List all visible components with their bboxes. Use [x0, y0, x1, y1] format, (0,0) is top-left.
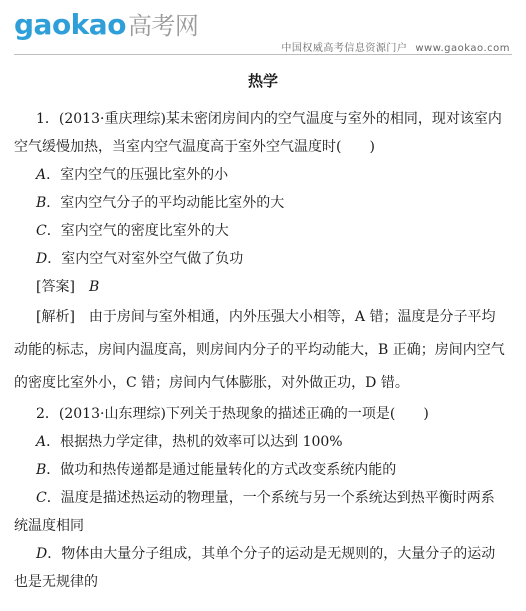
logo-latin-text: gaokao: [14, 8, 126, 41]
gaokao-logo[interactable]: [14, 6, 198, 41]
q2-option-c-continued: 统温度相同: [14, 518, 84, 534]
option-text: ．室内空气分子的平均动能比室外的大: [46, 195, 285, 211]
section-title: 热学: [247, 72, 278, 90]
logo-cjk-text: 高考网: [127, 12, 199, 40]
option-text: ．室内空气的密度比室外的大: [46, 223, 229, 239]
q1-answer: [14, 273, 512, 301]
q1-option-b: [14, 189, 512, 217]
option-letter: B: [36, 195, 47, 211]
option-letter: C: [36, 490, 47, 506]
q1-explain-line1: [解析] 由于房间与室外相通，内外压强大小相等，A 错；温度是分子平均: [36, 309, 496, 325]
option-letter: D: [36, 251, 48, 267]
option-text: ．温度是描述热运动的物理量，一个系统与另一个系统达到热平衡时两系: [46, 490, 495, 506]
document-body: [14, 70, 512, 596]
option-text: ．根据热力学定律，热机的效率可以达到 100%: [46, 434, 343, 450]
site-url[interactable]: www.gaokao.com: [415, 43, 510, 54]
option-letter: D: [36, 546, 48, 562]
tagline-text: 中国权威高考信息资源门户: [281, 43, 408, 54]
page-header: [0, 0, 526, 58]
q2-option-d: [14, 540, 512, 568]
q2-option-a: [14, 428, 512, 456]
answer-label: [答案]: [36, 279, 75, 295]
option-letter: C: [36, 223, 47, 239]
option-letter: B: [36, 462, 47, 478]
option-text: ．室内空气的压强比室外的小: [46, 167, 229, 183]
q1-option-c: [14, 217, 512, 245]
q2-option-b: [14, 456, 512, 484]
q2-option-d-continued: 也是无规律的: [14, 574, 98, 590]
option-letter: A: [36, 434, 47, 450]
answer-value: B: [88, 279, 100, 295]
q1-option-a: [14, 161, 512, 189]
q1-stem-line1: 1．(2013·重庆理综)某未密闭房间内的空气温度与室外的相同，现对该室内: [36, 111, 502, 127]
option-letter: A: [36, 167, 47, 183]
q1-explain-line3: 的密度比室外小，C 错；房间内气体膨胀，对外做正功，D 错。: [14, 375, 409, 391]
q2-stem: 2．(2013·山东理综)下列关于热现象的描述正确的一项是( ): [36, 406, 429, 422]
option-text: ．物体由大量分子组成，其单个分子的运动是无规则的，大量分子的运动: [47, 546, 496, 562]
header-divider: [14, 54, 512, 55]
q1-stem-line2: 空气缓慢加热，当室内空气温度高于室外空气温度时( ): [14, 139, 375, 155]
q2-option-c: [14, 484, 512, 512]
q1-explain-line2: 动能的标志，房间内温度高，则房间内分子的平均动能大，B 正确；房间内空气: [14, 342, 505, 358]
q1-option-d: [14, 245, 512, 273]
header-tagline: [281, 39, 510, 54]
option-text: ．做功和热传递都是通过能量转化的方式改变系统内能的: [46, 462, 397, 478]
option-text: ．室内空气对室外空气做了负功: [47, 251, 244, 267]
